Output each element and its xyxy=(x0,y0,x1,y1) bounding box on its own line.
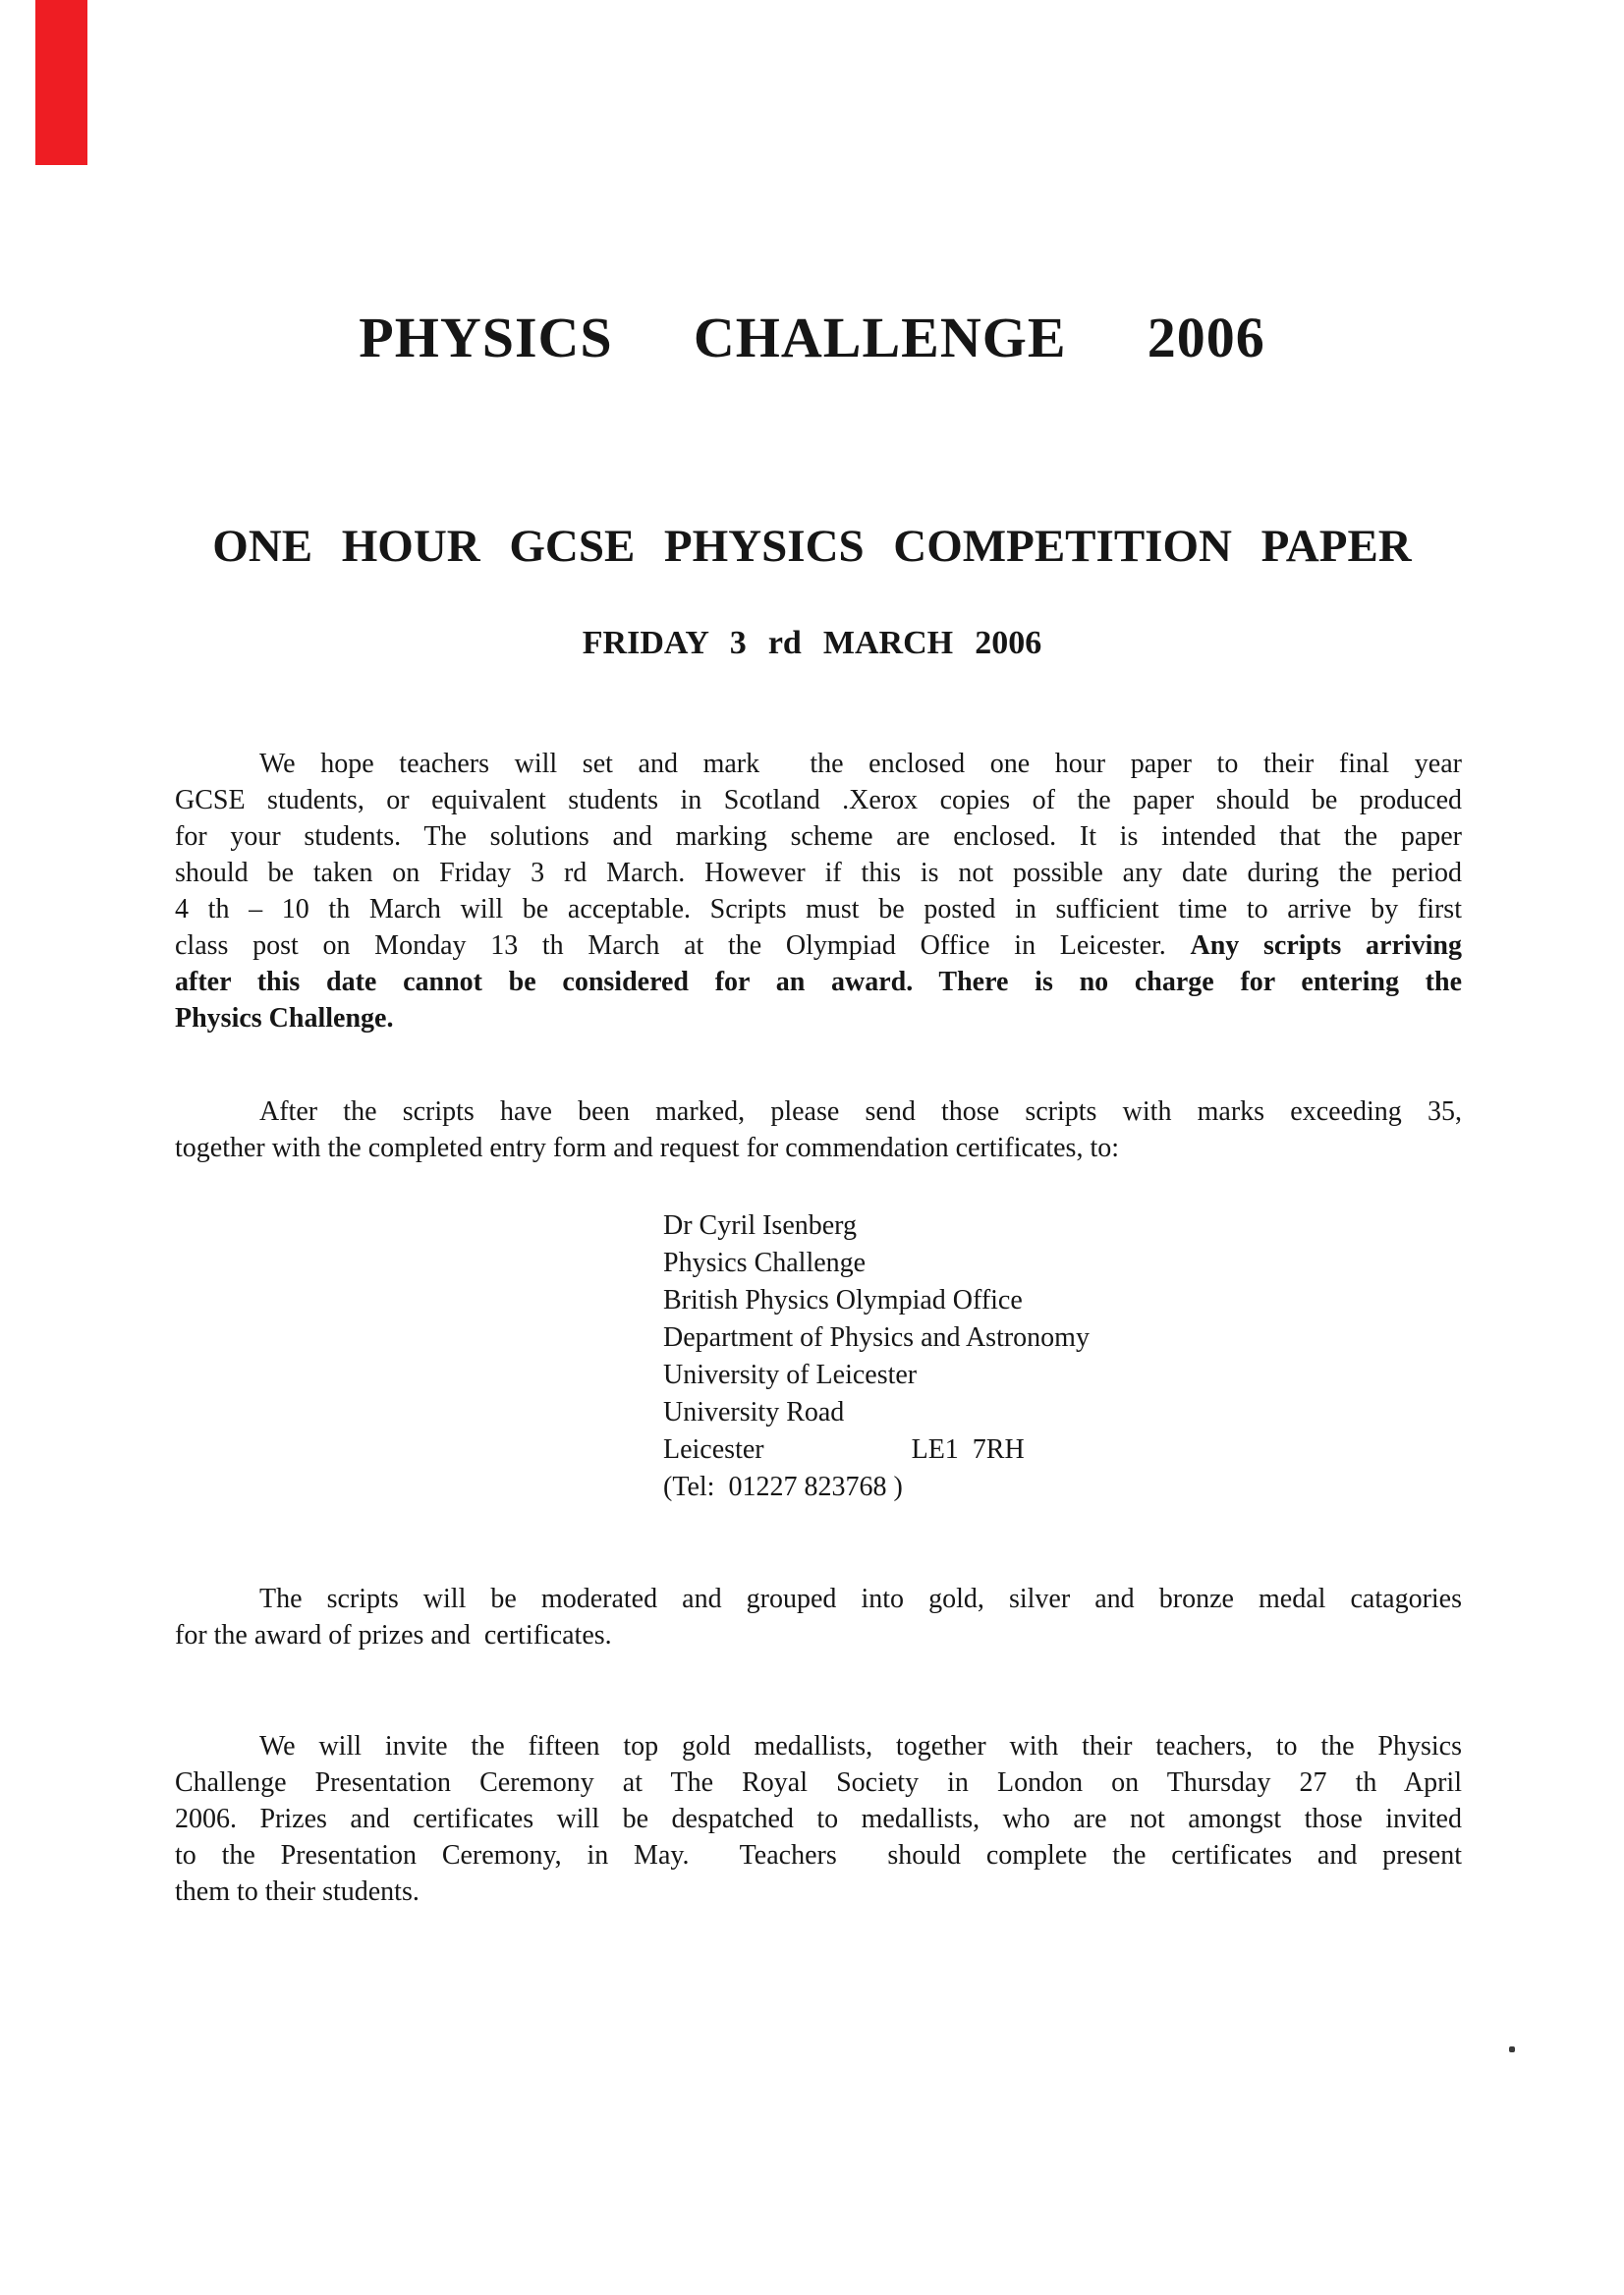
address-gap xyxy=(764,1457,912,1458)
paragraph-instructions xyxy=(175,746,1462,1036)
text-segment: Leicester xyxy=(663,1434,764,1465)
text-segment: The scripts will be moderated and grouped into gold, silver and bronze medal catagories xyxy=(259,1584,1462,1614)
text-segment: for the award of prizes and certificates. xyxy=(175,1620,612,1651)
text-line xyxy=(175,855,1462,891)
text-segment: British Physics Olympiad Office xyxy=(663,1285,1023,1315)
paragraph-send-scripts xyxy=(175,1093,1462,1166)
text-line xyxy=(175,782,1462,818)
bold-text-segment: after this date cannot be considered for an award. There is no charge for entering the xyxy=(175,967,1462,997)
text-segment: (Tel: 01227 823768 ) xyxy=(663,1472,903,1502)
text-segment: 4 th – 10 th March will be acceptable. Scripts must be posted in sufficient time to arrive by first xyxy=(175,894,1462,924)
text-segment: Challenge Presentation Ceremony at The Royal Society in London on Thursday 27 th April xyxy=(175,1767,1462,1798)
text-line xyxy=(175,1764,1462,1801)
text-line xyxy=(175,891,1462,927)
text-line xyxy=(175,818,1462,855)
text-line xyxy=(663,1431,1462,1469)
text-line xyxy=(663,1357,1462,1394)
text-line xyxy=(175,746,1462,782)
text-line xyxy=(175,1874,1462,1910)
document-title: PHYSICS CHALLENGE 2006 xyxy=(359,306,1265,369)
address-block xyxy=(663,1207,1462,1506)
text-line xyxy=(175,964,1462,1000)
text-line xyxy=(663,1319,1462,1357)
paragraph-presentation-ceremony xyxy=(175,1728,1462,1910)
text-line xyxy=(175,1093,1462,1130)
bold-text-segment: Physics Challenge. xyxy=(175,1003,394,1034)
text-segment: LE1 7RH xyxy=(911,1434,1025,1465)
text-line xyxy=(175,927,1462,964)
text-line xyxy=(663,1282,1462,1319)
text-segment: After the scripts have been marked, please send those scripts with marks exceeding 35, xyxy=(259,1096,1462,1127)
text-line xyxy=(175,1728,1462,1764)
text-line xyxy=(663,1469,1462,1506)
text-segment: them to their students. xyxy=(175,1876,420,1907)
text-segment: We will invite the fifteen top gold medallists, together with their teachers, to the Physics xyxy=(259,1731,1462,1762)
text-line xyxy=(175,1581,1462,1617)
document-date-line: FRIDAY 3 rd MARCH 2006 xyxy=(582,625,1042,661)
text-segment: class post on Monday 13 th March at the Olympiad Office in Leicester. xyxy=(175,930,1191,961)
text-segment: Department of Physics and Astronomy xyxy=(663,1322,1090,1353)
text-segment: to the Presentation Ceremony, in May. Teachers should complete the certificates and present xyxy=(175,1840,1462,1871)
text-segment: 2006. Prizes and certificates will be despatched to medallists, who are not amongst those invited xyxy=(175,1804,1462,1834)
text-line xyxy=(175,1801,1462,1837)
text-segment: for your students. The solutions and marking scheme are enclosed. It is intended that the paper xyxy=(175,821,1462,852)
text-line xyxy=(663,1394,1462,1431)
document-subtitle: ONE HOUR GCSE PHYSICS COMPETITION PAPER xyxy=(212,521,1412,572)
text-line xyxy=(663,1207,1462,1245)
bold-text-segment: Any scripts arriving xyxy=(1190,930,1463,961)
red-scan-artifact xyxy=(35,0,87,165)
text-segment: Dr Cyril Isenberg xyxy=(663,1210,857,1241)
text-segment: We hope teachers will set and mark the enclosed one hour paper to their final year xyxy=(259,749,1462,779)
text-segment: University Road xyxy=(663,1397,845,1427)
text-line xyxy=(663,1245,1462,1282)
text-segment: GCSE students, or equivalent students in Scotland .Xerox copies of the paper should be produced xyxy=(175,785,1462,815)
text-line xyxy=(175,1130,1462,1166)
text-segment: should be taken on Friday 3 rd March. However if this is not possible any date during the period xyxy=(175,858,1462,888)
text-line xyxy=(175,1617,1462,1653)
text-segment: University of Leicester xyxy=(663,1360,918,1390)
paragraph-medal-categories xyxy=(175,1581,1462,1653)
text-segment: Physics Challenge xyxy=(663,1248,867,1278)
dust-speck xyxy=(1509,2046,1515,2052)
text-line xyxy=(175,1837,1462,1874)
body-column xyxy=(175,746,1462,1910)
text-segment: together with the completed entry form and request for commendation certificates, to: xyxy=(175,1133,1119,1163)
text-line xyxy=(175,1000,1462,1036)
